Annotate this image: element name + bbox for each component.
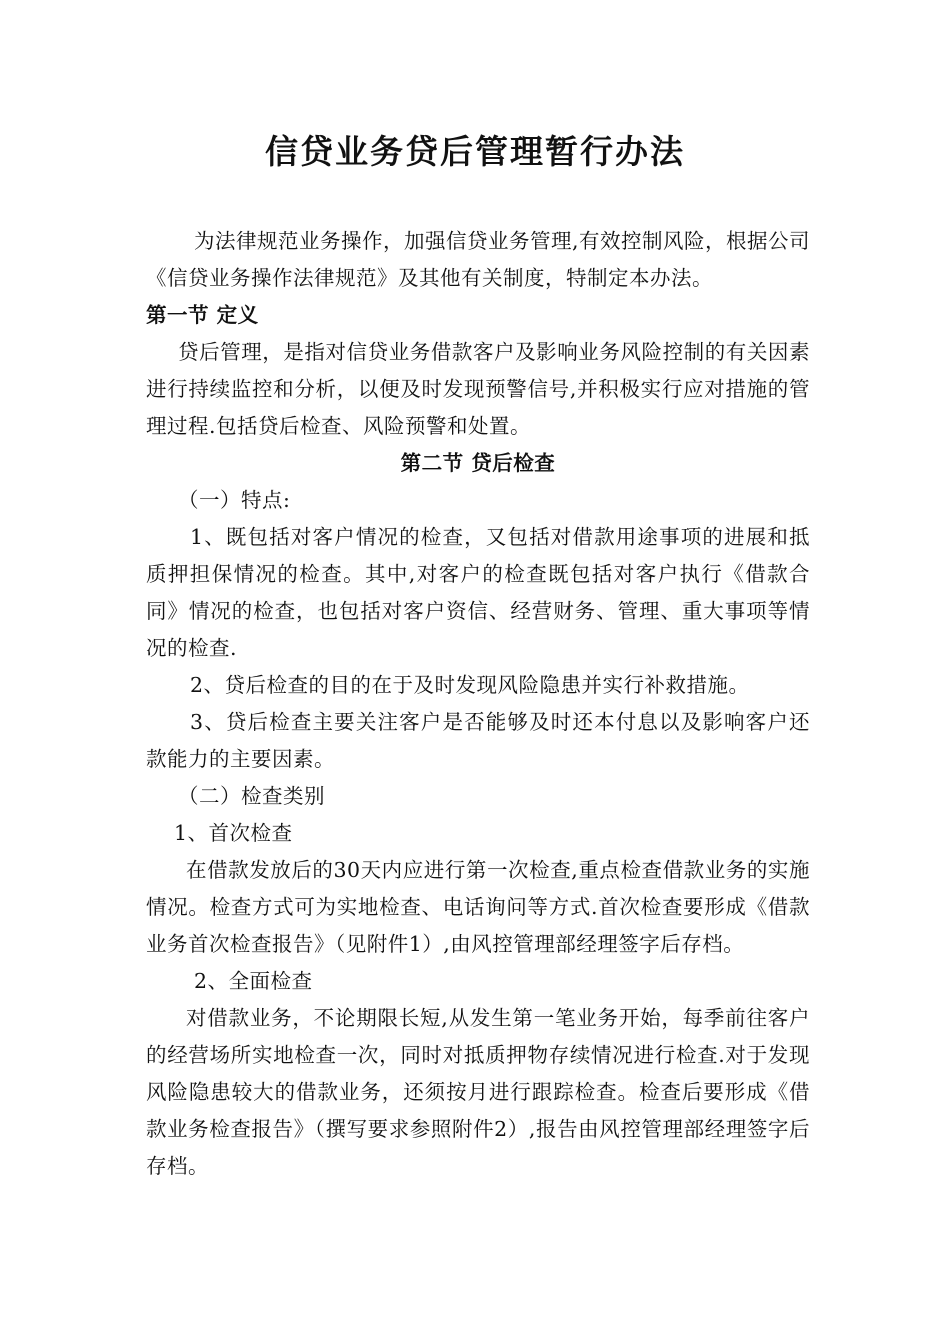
document-body (146, 223, 810, 1185)
section2-heading: 第二节 贷后检查 (400, 451, 556, 475)
section1-heading: 第一节 定义 (146, 303, 259, 327)
type1-heading: 1、首次检查 (174, 821, 293, 845)
feature-item-2: 2、贷后检查的目的在于及时发现风险隐患并实行补救措施。 (190, 673, 750, 697)
type1-body: 在借款发放后的30天内应进行第一次检查,重点检查借款业务的实施情况。检查方式可为实地检查、电话询问等方式.首次检查要形成《借款业务首次检查报告》（见附件1）,由风控管理部经理签字后存档。 (146, 858, 810, 956)
document-title: 信贷业务贷后管理暂行办法 (265, 132, 685, 171)
section1-body: 贷后管理，是指对信贷业务借款客户及影响业务风险控制的有关因素进行持续监控和分析，以便及时发现预警信号,并积极实行应对措施的管理过程.包括贷后检查、风险预警和处置。 (146, 340, 810, 438)
features-heading: （一）特点: (178, 488, 291, 512)
types-heading: （二）检查类别 (178, 784, 325, 808)
type2-body: 对借款业务，不论期限长短,从发生第一笔业务开始，每季前往客户的经营场所实地检查一次，同时对抵质押物存续情况进行检查.对于发现风险隐患较大的借款业务，还须按月进行跟踪检查。检查后要形成《借款业务检查报告》（撰写要求参照附件2）,报告由风控管理部经理签字后存档。 (146, 1006, 810, 1178)
feature-item-1: 1、既包括对客户情况的检查，又包括对借款用途事项的进展和抵质押担保情况的检查。其中,对客户的检查既包括对客户执行《借款合同》情况的检查，也包括对客户资信、经营财务、管理、重大事项等情况的检查. (146, 525, 810, 660)
type2-heading: 2、全面检查 (194, 969, 313, 993)
feature-item-3: 3、贷后检查主要关注客户是否能够及时还本付息以及影响客户还款能力的主要因素。 (146, 710, 810, 771)
intro-paragraph: 为法律规范业务操作，加强信贷业务管理,有效控制风险，根据公司《信贷业务操作法律规范》及其他有关制度，特制定本办法。 (146, 229, 811, 290)
